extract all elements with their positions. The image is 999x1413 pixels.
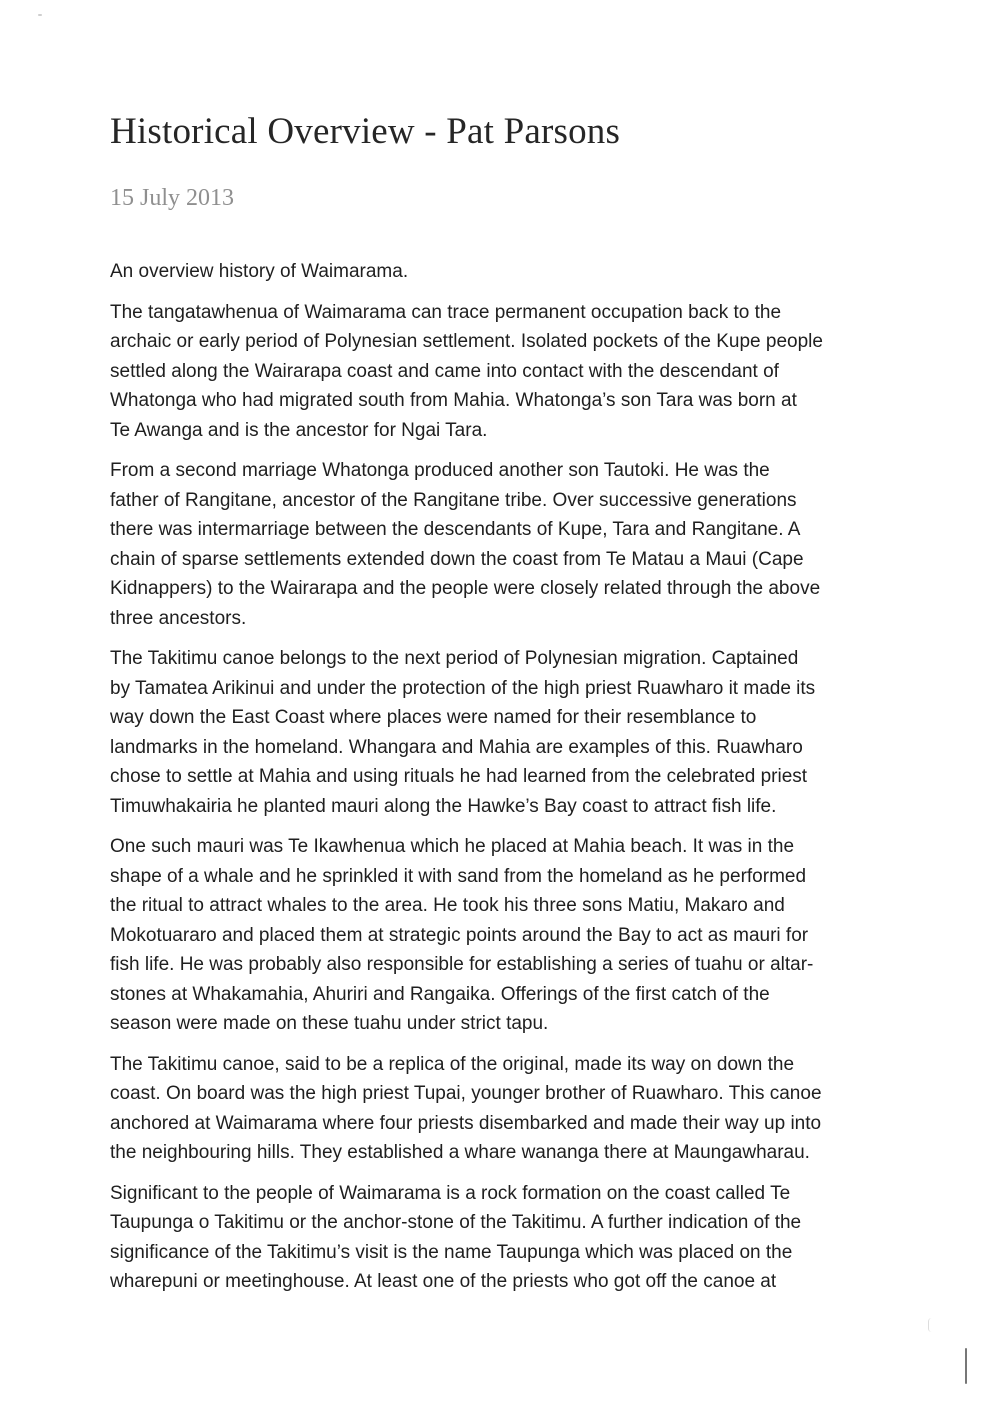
paragraph-line: the ritual to attract whales to the area. He took his three sons Matiu, Makaro and <box>110 895 785 916</box>
document-date: 15 July 2013 <box>110 185 235 211</box>
paragraph <box>110 1179 900 1297</box>
paragraph <box>110 298 900 446</box>
paragraph <box>110 832 900 1039</box>
scan-speck <box>38 14 42 16</box>
paragraph-line: wharepuni or meetinghouse. At least one of the priests who got off the canoe at <box>110 1271 777 1292</box>
paragraph-line: An overview history of Waimarama. <box>110 261 409 282</box>
paragraph-line: The Takitimu canoe belongs to the next period of Polynesian migration. Captained <box>110 648 799 669</box>
paragraph-line: stones at Whakamahia, Ahuriri and Rangaika. Offerings of the first catch of the <box>110 983 770 1005</box>
paragraph-line: The Takitimu canoe, said to be a replica of the original, made its way on down the <box>110 1053 795 1075</box>
paragraph-line: Whatonga who had migrated south from Mahia. Whatonga’s son Tara was born at <box>110 390 797 411</box>
paragraph-line: father of Rangitane, ancestor of the Rangitane tribe. Over successive generations <box>110 489 797 511</box>
paragraph-line: The tangatawhenua of Waimarama can trace permanent occupation back to the <box>110 301 782 323</box>
paragraph-line: the neighbouring hills. They established a whare wananga there at Maungawharau. <box>110 1142 810 1163</box>
paragraph-line: Significant to the people of Waimarama is a rock formation on the coast called Te <box>110 1182 791 1204</box>
paragraph-line: chose to settle at Mahia and using rituals he had learned from the celebrated priest <box>110 766 808 787</box>
paragraph-line: season were made on these tuahu under strict tapu. <box>110 1013 549 1034</box>
paragraph-line: Taupunga o Takitimu or the anchor-stone of the Takitimu. A further indication of the <box>110 1212 802 1233</box>
paragraph-line: by Tamatea Arikinui and under the protection of the high priest Ruawharo it made its <box>110 677 816 699</box>
paragraph-line: archaic or early period of Polynesian settlement. Isolated pockets of the Kupe people <box>110 331 823 352</box>
paragraph <box>110 257 900 287</box>
scan-edge-mark <box>965 1348 967 1384</box>
paragraph-line: fish life. He was probably also responsible for establishing a series of tuahu or altar- <box>110 954 814 975</box>
paragraph-line: significance of the Takitimu’s visit is the name Taupunga which was placed on the <box>110 1241 793 1263</box>
paragraph <box>110 644 900 821</box>
paragraph-line: settled along the Wairarapa coast and came into contact with the descendant of <box>110 360 779 382</box>
paragraph-line: landmarks in the homeland. Whangara and Mahia are examples of this. Ruawharo <box>110 736 803 758</box>
paragraph-line: From a second marriage Whatonga produced another son Tautoki. He was the <box>110 460 770 481</box>
body-text <box>110 257 900 1308</box>
scan-mark <box>928 1318 935 1332</box>
paragraph-line: Te Awanga and is the ancestor for Ngai Tara. <box>110 419 488 441</box>
paragraph-line: way down the East Coast where places were named for their resemblance to <box>110 707 757 728</box>
paragraph-line: chain of sparse settlements extended down the coast from Te Matau a Maui (Cape <box>110 548 804 570</box>
paragraph-line: Mokotuararo and placed them at strategic points around the Bay to act as mauri for <box>110 924 809 946</box>
paragraph-line: three ancestors. <box>110 607 247 629</box>
paragraph-line: Timuwhakairia he planted mauri along the Hawke’s Bay coast to attract fish life. <box>110 795 777 817</box>
paragraph-line: anchored at Waimarama where four priests disembarked and made their way up into <box>110 1112 822 1134</box>
paragraph-line: Kidnappers) to the Wairarapa and the people were closely related through the above <box>110 578 821 599</box>
paragraph <box>110 456 900 633</box>
paragraph-line: shape of a whale and he sprinkled it with sand from the homeland as he performed <box>110 865 807 887</box>
paragraph-line: there was intermarriage between the descendants of Kupe, Tara and Rangitane. A <box>110 519 801 540</box>
paragraph <box>110 1050 900 1168</box>
paragraph-line: One such mauri was Te Ikawhenua which he placed at Mahia beach. It was in the <box>110 836 795 857</box>
paragraph-line: coast. On board was the high priest Tupai, younger brother of Ruawharo. This canoe <box>110 1083 822 1104</box>
page-title: Historical Overview - Pat Parsons <box>110 111 621 152</box>
